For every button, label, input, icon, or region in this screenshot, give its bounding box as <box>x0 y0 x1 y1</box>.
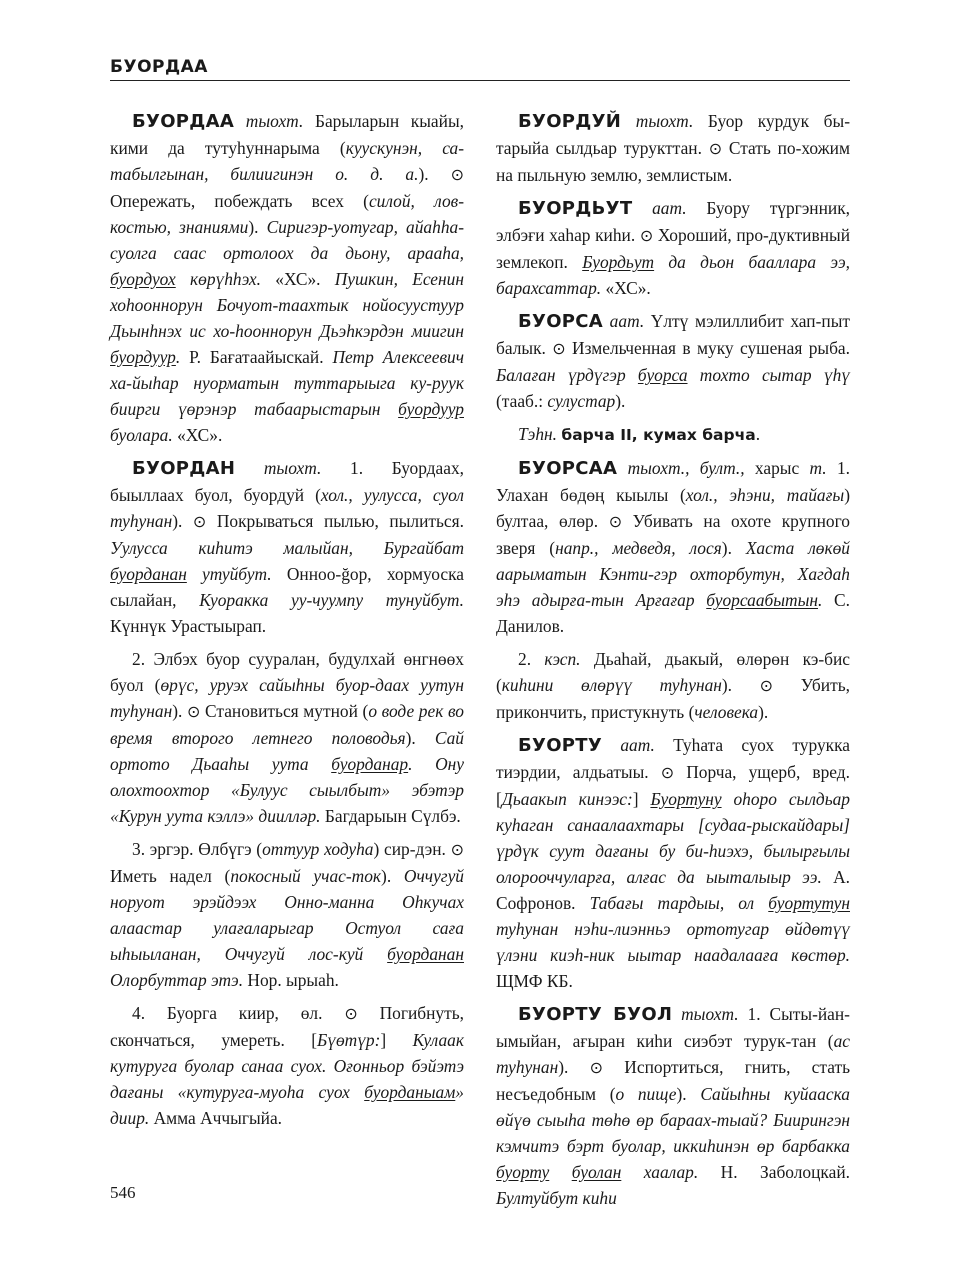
italic-text: Балаған үрдүгэр <box>496 365 638 385</box>
body-text: Н. Заболоцкай. <box>698 1162 850 1182</box>
running-head: БУОРДАА <box>110 57 208 77</box>
body-text: Погибнуть, скончаться, умереть. [ <box>110 1003 464 1050</box>
header-rule <box>110 80 850 81</box>
body-text: 1. Буордаах, быыллаах буол, буордуй ( <box>110 458 464 505</box>
dictionary-entry <box>110 1000 464 1131</box>
translation-marker-icon: ⊙ <box>589 1058 604 1077</box>
italic-text: Кулаак кутуруга буолар санаа суох. Оғонньор бэйэтэ дағаны «кутуруга-муоһа суох <box>110 1030 464 1102</box>
body-text <box>235 458 264 478</box>
body-text <box>234 111 246 131</box>
body-text: 1. Улахан бөдөң кыылы ( <box>496 458 851 505</box>
body-text: ). <box>558 1057 590 1077</box>
translation-marker-icon: ⊙ <box>660 763 675 782</box>
headword: БУОРТУ <box>518 735 603 756</box>
body-text <box>672 1004 681 1024</box>
headword: БУОРДЬУТ <box>518 198 633 219</box>
italic-text: буолара. <box>110 425 173 445</box>
italic-text: аат. <box>620 735 655 755</box>
body-text: Амма Аччыгыйа. <box>149 1108 283 1128</box>
italic-text: т. <box>809 458 827 478</box>
dictionary-entry <box>496 308 850 414</box>
body-text <box>412 754 435 774</box>
italic-text: куускунэн, са-табылгынан, билиигинэн о. д. а. <box>110 138 464 184</box>
body-text: А. Софронов. <box>496 867 850 913</box>
italic-text: тыохт., булт., <box>627 458 745 478</box>
italic-text: Табағы тардыы, ол <box>589 893 769 913</box>
translation-marker-icon: ⊙ <box>759 676 774 695</box>
italic-text: о пище <box>615 1084 677 1104</box>
body-text: ). <box>418 164 451 184</box>
body-text: 2. <box>518 649 545 669</box>
body-text: 4. Буорга киир, өл. <box>132 1003 345 1023</box>
example-headword: буорту <box>496 1162 550 1182</box>
body-text: ) бултаа, өлөр. <box>496 485 850 531</box>
page-number: 546 <box>110 1183 136 1202</box>
example-headword: Буортуну <box>650 789 722 809</box>
translation-marker-icon: ⊙ <box>708 139 723 158</box>
italic-text: . <box>818 590 823 610</box>
body-text: ). <box>172 701 187 721</box>
body-text: ) сир-дэн. <box>373 839 451 859</box>
body-text: 1. Сыты-йан-ымыйан, ағыран киһи сиэбэт турук-тан ( <box>496 1004 850 1051</box>
italic-text: тохто сытар үһү <box>687 365 850 385</box>
dictionary-entry <box>496 732 850 994</box>
translation-marker-icon: ⊙ <box>344 1004 358 1023</box>
example-headword: буорданыам <box>364 1082 456 1102</box>
headword: БУОРСА <box>518 311 604 332</box>
italic-text: Ону олохтоохтор «Булуус сыылбыт» эбэтэр «Курун уута кэллэ» диилләр. <box>110 754 464 826</box>
body-text: Стать по-хожим на пыльную землю, землистым. <box>496 138 850 185</box>
body-text: «ХС». <box>601 278 651 298</box>
italic-text: . <box>408 754 413 774</box>
italic-text: оттуур ходуһа <box>262 839 374 859</box>
body-text: Хороший, про-дуктивный землекоп. <box>496 225 851 272</box>
italic-text: » диир. <box>110 1082 464 1128</box>
body-text: ). <box>758 702 769 722</box>
body-text: Онноо-ğор, хормуоска сылайан, <box>110 564 464 610</box>
italic-text: напр., медведя, лося <box>555 538 722 558</box>
body-text: Убивать на охоте крупного зверя ( <box>496 511 851 558</box>
body-text: ЩМФ КБ. <box>496 971 573 991</box>
example-headword: буорса <box>637 365 688 385</box>
italic-text: Пушкин, Есенин хоһооннорун Бочуот-таахтык нойосуустуур Дьынһнэх ис хо-һооннорун Дьэһкэрдэн миигин <box>110 269 464 341</box>
italic-text: өрүс, уруэх сайыһны буор-даах уутун туһунан <box>110 675 465 721</box>
example-headword: буорсаабытын <box>706 590 819 610</box>
italic-text: Уулусса киһитэ малыйан, Бургайбат <box>110 538 464 558</box>
translation-marker-icon: ⊙ <box>450 840 464 859</box>
translation-marker-icon: ⊙ <box>552 339 566 358</box>
body-text: 2. Элбэх буор сууралан, будулхай өнгнөөх буол ( <box>110 649 464 695</box>
body-text: «ХС». <box>261 269 335 289</box>
body-text: ). <box>615 391 626 411</box>
body-text: Буору түргэнник, элбэғи хаһар киһи. <box>496 198 850 245</box>
italic-text: кэсп. <box>544 649 581 669</box>
body-text: Покрываться пылью, пылиться. <box>206 511 464 531</box>
italic-text: Хаста лөкөй аарыматын Кэнти-гэр охторбутун, Хагдаһ эһэ адырға-тын Арғағар <box>496 538 850 610</box>
body-text: Иметь надел ( <box>110 866 231 886</box>
dictionary-entry <box>496 646 850 725</box>
dictionary-entry <box>496 421 850 448</box>
right-column <box>496 108 850 1218</box>
italic-text: да дьон бааллара ээ, барахсаттар. <box>496 252 850 298</box>
headword: БУОРТУ БУОЛ <box>518 1004 673 1025</box>
translation-marker-icon: ⊙ <box>639 226 654 245</box>
italic-text: силой, лов-костью, знаниями <box>110 191 464 237</box>
body-text: (тааб.: <box>496 391 548 411</box>
translation-marker-icon: ⊙ <box>192 512 207 531</box>
headword: БУОРДАН <box>132 458 236 479</box>
cross-reference: барча II, кумах барча <box>561 426 756 444</box>
body-text: Туһата суох турукка тиэрдии, алдьатыы. <box>496 735 850 782</box>
body-text: Измельченная в муку сушеная рыба. <box>565 338 850 358</box>
italic-text: Сиригэр-уотугар, айаһһа-суолга саас ортолоох да дьону, арааһа, <box>110 217 464 263</box>
left-column <box>110 108 464 1138</box>
italic-text: көрүһһэх. <box>175 269 261 289</box>
italic-text: тыохт. <box>681 1004 739 1024</box>
italic-text: сулустар <box>547 391 616 411</box>
body-text: ] <box>632 789 651 809</box>
body-text: ). <box>405 728 435 748</box>
italic-text: Оччугуй норуот эрэйдээх Онно-манна Оһкучах алаастар улағаларыгар Остуол сағa ыһыыланан, Оччугуй лос-куй <box>110 866 464 964</box>
dictionary-entry <box>110 646 464 829</box>
dictionary-entry <box>496 195 850 301</box>
body-text <box>603 311 610 331</box>
example-headword: буорданан <box>110 564 187 584</box>
italic-text: Куоракка уу-чуумпу тунуйбут. <box>199 590 465 610</box>
body-text <box>617 458 627 478</box>
example-headword: Буордьут <box>582 252 655 272</box>
body-text: ] <box>380 1030 413 1050</box>
body-text: Р. Бағатаайыскай. <box>180 347 333 367</box>
dictionary-entry <box>496 455 850 639</box>
italic-text: человека <box>694 702 759 722</box>
body-text: Дьаһай, дьакый, өлөрөн кэ-бис ( <box>496 649 851 695</box>
italic-text: оһоро сылдьар куһаган санаалаахтары [судаа-рыскайдары] үрдүк суут дағаны бу би-һиэхэ, былырғылы олорооччуларға, алғас да ыыталыыр ээ. <box>496 789 851 887</box>
body-text: ). <box>381 866 404 886</box>
body-text: Багдарыын Сүлбэ. <box>320 806 461 826</box>
italic-text: Сайыһны куйааска өйүө сыыһа төһө өр бараах-тыай? Биирингэн кэмчитэ бэрт буолар, иккиһинэн өр барбакка <box>496 1084 851 1156</box>
example-headword: буордуох <box>110 269 176 289</box>
body-text: Опережать, побеждать всех ( <box>110 191 369 211</box>
italic-text: тыохт. <box>263 458 322 478</box>
italic-text: Дьаакып кинээс: <box>501 789 633 809</box>
body-text: 3. эргэр. Өлбүгэ ( <box>132 839 263 859</box>
body-text: Порча, ущерб, вред. [ <box>496 762 850 809</box>
italic-text: Олорбуттар этэ. <box>110 970 244 990</box>
italic-text: Сай ортото Дьааһы уута <box>110 728 464 774</box>
italic-text: тыохт. <box>245 111 304 131</box>
body-text: С. Данилов. <box>496 590 850 636</box>
italic-text: Бүөтүр: <box>317 1030 381 1050</box>
dictionary-entry <box>110 108 464 448</box>
body-text: Үлтү мэлиллибит хап-пыт балык. <box>496 311 850 358</box>
italic-text <box>549 1162 571 1182</box>
italic-text: покосный учас-ток <box>230 866 382 886</box>
italic-text: хол., эһэни, тайағы <box>685 485 845 505</box>
body-text: . <box>755 424 761 444</box>
body-text: ). <box>676 1084 701 1104</box>
italic-text: туһунан нэһи-лиэнньэ ортотугар өйдөтүү үлэни киэһ-ник ыытар наадалаағa көстөр. <box>496 919 850 965</box>
dictionary-entry <box>496 108 850 188</box>
example-headword: буорданар <box>331 754 409 774</box>
example-headword: буорданан <box>387 944 464 964</box>
body-text <box>602 735 620 755</box>
example-headword: буортутун <box>768 893 850 913</box>
headword: БУОРСАА <box>518 458 618 479</box>
italic-text: хаалар. <box>621 1162 699 1182</box>
italic-text: аат. <box>609 311 645 331</box>
body-text: Становиться мутной ( <box>200 701 369 721</box>
dictionary-entry <box>110 836 464 993</box>
dictionary-entry <box>496 1001 850 1211</box>
translation-marker-icon: ⊙ <box>450 165 464 184</box>
body-text: ). <box>721 538 746 558</box>
body-text: Барыларын кыайы, кими да тутуһуннарыма ( <box>110 111 464 158</box>
italic-text: тыохт. <box>635 111 694 131</box>
italic-text: ас туһунан <box>496 1031 850 1077</box>
body-text <box>621 111 636 131</box>
italic-text: утуйбут. <box>186 564 272 584</box>
translation-marker-icon: ⊙ <box>608 512 623 531</box>
italic-text: о воде рек во время второго летнего половодья <box>110 701 464 748</box>
body-text: Испортиться, гнить, стать несъедобным ( <box>496 1057 850 1104</box>
body-text <box>632 198 652 218</box>
headword: БУОРДУЙ <box>518 111 622 132</box>
body-text: «ХС». <box>172 425 223 445</box>
example-headword: буордуур <box>398 399 464 419</box>
body-text: Нор. ырыаһ. <box>243 970 339 990</box>
italic-text: хол., уулусса, суол туһунан <box>110 485 464 531</box>
body-text: Күннүк Урастыырап. <box>110 616 267 636</box>
italic-text: аат. <box>652 198 687 218</box>
italic-text: . <box>175 347 181 367</box>
headword: БУОРДАА <box>132 111 235 132</box>
dictionary-entry <box>110 455 464 639</box>
example-headword: буолан <box>571 1162 622 1182</box>
translation-marker-icon: ⊙ <box>186 702 201 721</box>
italic-text: Бултуйбут киһи <box>496 1188 617 1208</box>
body-text: ). <box>172 511 193 531</box>
example-headword: буордуур <box>110 347 176 367</box>
italic-text: Тэһн. <box>518 424 558 444</box>
body-text: Буор курдук бы-тарыйа сылдьар турукттан. <box>496 111 850 158</box>
body-text: ). <box>248 217 267 237</box>
italic-text: Петр Алексеевич ха-йыһар нуорматын туттарыыга ку-руук биирги үөрэнэр табаарыстарын <box>110 347 465 419</box>
body-text: ). <box>721 675 760 695</box>
body-text: харыс <box>744 458 810 478</box>
italic-text: киһини өлөрүү туһунан <box>501 675 722 695</box>
body-text: Убить, прикончить, пристукнуть ( <box>496 675 850 722</box>
